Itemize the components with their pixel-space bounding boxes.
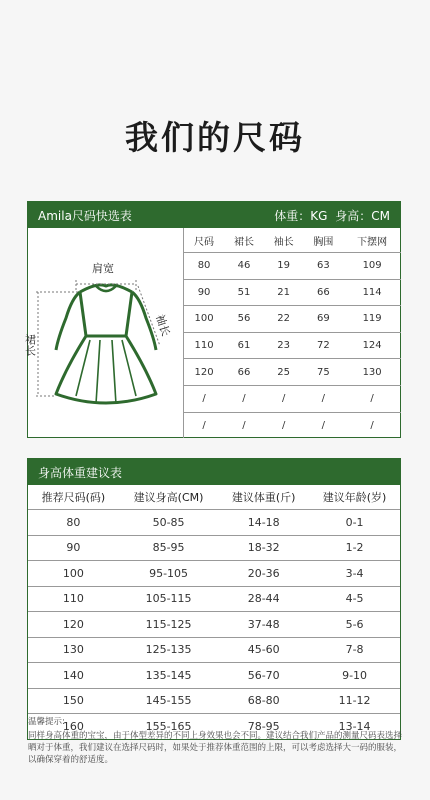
table-cell: 75: [304, 359, 344, 386]
skirt-label: 裙长: [23, 334, 37, 356]
height-weight-chart: [27, 458, 401, 740]
table-cell: 90: [28, 535, 119, 561]
column-header: 推荐尺码(码): [28, 485, 119, 510]
table-row: [184, 359, 402, 386]
table-cell: 14-18: [218, 510, 309, 536]
height-unit-label: 身高：CM: [335, 208, 390, 223]
table-cell: 56-70: [218, 663, 309, 689]
table-cell: 46: [224, 253, 264, 280]
table-cell: 78-95: [247, 719, 280, 733]
table-cell: 110: [28, 586, 119, 612]
table-cell: 66: [304, 279, 344, 306]
table-cell: 119: [343, 306, 401, 333]
table-row: [184, 253, 402, 280]
table-cell: 18-32: [218, 535, 309, 561]
table-row: [28, 535, 400, 561]
table-cell: 69: [304, 306, 344, 333]
table-cell: /: [184, 412, 225, 438]
table-cell: 100: [28, 561, 119, 587]
table-cell: 5-6: [309, 612, 400, 638]
table-cell: 130: [343, 359, 401, 386]
table-row: [28, 637, 400, 663]
recommend-title: 身高体重建议表: [38, 465, 123, 480]
table-cell: 160: [62, 719, 84, 733]
tips-body: 同样身高体重的宝宝，由于体型差异的不同上身效果也会不同。建议结合我们产品的测量尺码表选择晒对于体重，我们建议在选择尺码时，如果处于推荐体重范围的上限，可以考虑选择大一码的服装，以确保穿着的舒适度。: [28, 731, 403, 765]
table-cell: 145-155: [119, 688, 218, 714]
table-row: [28, 663, 400, 689]
table-cell: 80: [28, 510, 119, 536]
table-cell: 1-2: [309, 535, 400, 561]
table-cell: 140: [28, 663, 119, 689]
table-row: [28, 688, 400, 714]
table-cell: 135-145: [119, 663, 218, 689]
table-cell: 9-10: [309, 663, 400, 689]
table-cell: 13-14: [338, 719, 371, 733]
page-title: 我们的尺码: [125, 118, 305, 157]
table-row: [184, 412, 402, 438]
weight-unit-label: 体重：KG: [274, 208, 328, 223]
size-table: [183, 228, 401, 438]
table-cell: 95-105: [119, 561, 218, 587]
table-cell: 150: [28, 688, 119, 714]
table-cell: 109: [343, 253, 401, 280]
table-cell: 85-95: [119, 535, 218, 561]
quick-chart-header: [28, 202, 400, 228]
table-cell: 37-48: [218, 612, 309, 638]
table-cell: 51: [224, 279, 264, 306]
table-cell: 80: [184, 253, 225, 280]
table-cell: 61: [224, 332, 264, 359]
table-cell: /: [184, 385, 225, 412]
table-cell: 3-4: [309, 561, 400, 587]
table-cell: 7-8: [309, 637, 400, 663]
column-header: 建议年龄(岁): [309, 485, 400, 510]
table-cell: /: [304, 385, 344, 412]
table-cell: 45-60: [218, 637, 309, 663]
table-cell: /: [370, 419, 374, 431]
table-cell: 155-165: [145, 719, 192, 733]
table-cell: 22: [264, 306, 304, 333]
table-cell: 21: [264, 279, 304, 306]
table-cell: 100: [184, 306, 225, 333]
column-header: 袖长: [264, 228, 304, 253]
table-cell: 25: [264, 359, 304, 386]
column-header: 裙长: [224, 228, 264, 253]
table-row: [184, 306, 402, 333]
table-cell: 23: [264, 332, 304, 359]
table-cell: /: [321, 419, 326, 431]
table-cell: 90: [184, 279, 225, 306]
column-header: 建议身高(CM): [119, 485, 218, 510]
table-cell: /: [264, 385, 304, 412]
table-cell: 68-80: [218, 688, 309, 714]
column-header: 下摆网: [343, 228, 401, 253]
table-row: [184, 385, 402, 412]
table-cell: 110: [184, 332, 225, 359]
table-row: [28, 510, 400, 536]
table-row: [28, 612, 400, 638]
column-header: 尺码: [184, 228, 225, 253]
table-cell: 56: [224, 306, 264, 333]
table-cell: 66: [224, 359, 264, 386]
recommend-header: [28, 459, 400, 485]
table-cell: 11-12: [309, 688, 400, 714]
sleeve-label: 袖长: [153, 312, 173, 338]
table-cell: /: [224, 385, 264, 412]
table-cell: 63: [304, 253, 344, 280]
table-cell: 124: [343, 332, 401, 359]
table-cell: /: [343, 385, 401, 412]
dress-diagram: [23, 228, 183, 437]
table-cell: 0-1: [309, 510, 400, 536]
tips-heading: 温馨提示:: [28, 717, 65, 727]
shoulder-label: 肩宽: [92, 262, 114, 275]
table-row: [28, 586, 400, 612]
table-cell: 4-5: [309, 586, 400, 612]
column-header: 建议体重(斤): [218, 485, 309, 510]
tips-section: [28, 716, 408, 766]
table-row: [184, 332, 402, 359]
size-quick-chart: [23, 201, 401, 438]
table-cell: 115-125: [119, 612, 218, 638]
table-row: [28, 561, 400, 587]
table-cell: 72: [304, 332, 344, 359]
table-cell: /: [242, 419, 246, 431]
table-cell: 114: [343, 279, 401, 306]
table-cell: /: [281, 419, 286, 431]
table-cell: 20-36: [218, 561, 309, 587]
table-cell: 120: [184, 359, 225, 386]
recommend-table: [28, 485, 400, 739]
table-row: [184, 279, 402, 306]
table-cell: 50-85: [119, 510, 218, 536]
quick-chart-title: Amila尺码快选表: [38, 208, 132, 223]
table-cell: 125-135: [119, 637, 218, 663]
column-header: 胸围: [304, 228, 344, 253]
table-cell: 28-44: [218, 586, 309, 612]
table-cell: 105-115: [119, 586, 218, 612]
table-cell: 120: [28, 612, 119, 638]
table-cell: 19: [264, 253, 304, 280]
table-cell: 130: [28, 637, 119, 663]
